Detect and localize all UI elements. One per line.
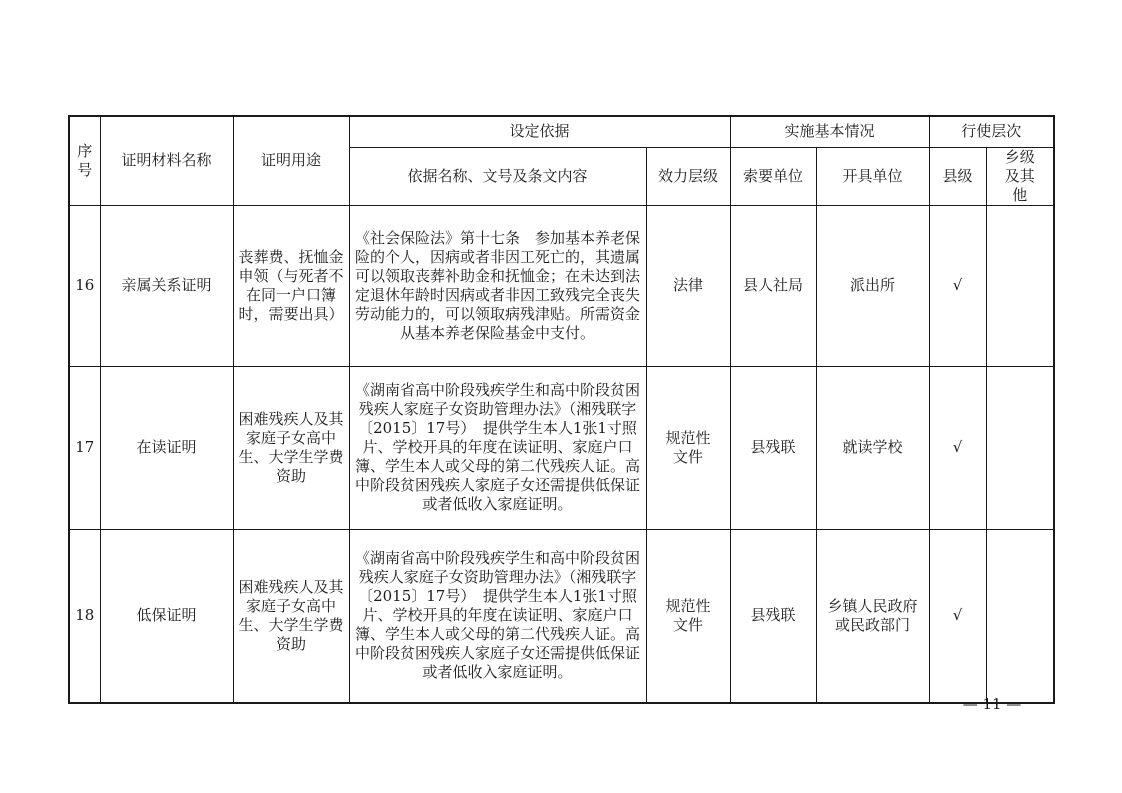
certification-table bbox=[68, 115, 1055, 704]
row-requesting-unit: 县残联 bbox=[730, 366, 816, 529]
header-basis-name: 依据名称、文号及条文内容 bbox=[349, 147, 646, 205]
header-effect-level: 效力层级 bbox=[646, 147, 730, 205]
row-issuing-unit: 就读学校 bbox=[816, 366, 929, 529]
page-number: — 11 — bbox=[962, 695, 1022, 713]
header-material-name: 证明材料名称 bbox=[100, 116, 233, 205]
row-requesting-unit: 县人社局 bbox=[730, 205, 816, 366]
row-effect-level: 规范性文件 bbox=[646, 366, 730, 529]
row-purpose: 丧葬费、抚恤金申领（与死者不在同一户口簿时，需要出具） bbox=[233, 205, 349, 366]
row-basis: 《湖南省高中阶段残疾学生和高中阶段贫困残疾人家庭子女资助管理办法》（湘残联字〔2015〕17号） 提供学生本人1张1寸照片、学校开具的年度在读证明、家庭户口簿、学生本人或父母的第二代残疾人证。高中阶段贫困残疾人家庭子女还需提供低保证或者低收入家庭证明。 bbox=[349, 366, 646, 529]
row-material-name: 在读证明 bbox=[100, 366, 233, 529]
header-impl-group: 实施基本情况 bbox=[730, 116, 929, 147]
table-row bbox=[69, 529, 1054, 703]
row-township-check bbox=[986, 205, 1054, 366]
row-issuing-unit: 乡镇人民政府或民政部门 bbox=[816, 529, 929, 703]
row-basis: 《社会保险法》第十七条 参加基本养老保险的个人，因病或者非因工死亡的，其遗属可以领取丧葬补助金和抚恤金；在未达到法定退休年龄时因病或者非因工致残完全丧失劳动能力的，可以领取病残津贴。所需资金从基本养老保险基金中支付。 bbox=[349, 205, 646, 366]
row-seq: 18 bbox=[69, 529, 100, 703]
header-exercise-group: 行使层次 bbox=[929, 116, 1054, 147]
header-township-other: 乡级及其他 bbox=[986, 147, 1054, 205]
header-requesting-unit: 索要单位 bbox=[730, 147, 816, 205]
row-effect-level: 法律 bbox=[646, 205, 730, 366]
table-row bbox=[69, 205, 1054, 366]
row-seq: 17 bbox=[69, 366, 100, 529]
row-township-check bbox=[986, 366, 1054, 529]
header-county-level: 县级 bbox=[929, 147, 986, 205]
header-seq: 序号 bbox=[69, 116, 100, 205]
row-effect-level: 规范性文件 bbox=[646, 529, 730, 703]
header-basis-group: 设定依据 bbox=[349, 116, 730, 147]
row-seq: 16 bbox=[69, 205, 100, 366]
row-material-name: 低保证明 bbox=[100, 529, 233, 703]
row-township-check bbox=[986, 529, 1054, 703]
row-purpose: 困难残疾人及其家庭子女高中生、大学生学费资助 bbox=[233, 529, 349, 703]
header-purpose: 证明用途 bbox=[233, 116, 349, 205]
row-county-check: √ bbox=[929, 205, 986, 366]
row-material-name: 亲属关系证明 bbox=[100, 205, 233, 366]
row-county-check: √ bbox=[929, 366, 986, 529]
header-row-1 bbox=[69, 116, 1054, 147]
row-issuing-unit: 派出所 bbox=[816, 205, 929, 366]
row-county-check: √ bbox=[929, 529, 986, 703]
header-issuing-unit: 开具单位 bbox=[816, 147, 929, 205]
table-row bbox=[69, 366, 1054, 529]
row-basis: 《湖南省高中阶段残疾学生和高中阶段贫困残疾人家庭子女资助管理办法》（湘残联字〔2015〕17号） 提供学生本人1张1寸照片、学校开具的年度在读证明、家庭户口簿、学生本人或父母的第二代残疾人证。高中阶段贫困残疾人家庭子女还需提供低保证或者低收入家庭证明。 bbox=[349, 529, 646, 703]
row-requesting-unit: 县残联 bbox=[730, 529, 816, 703]
row-purpose: 困难残疾人及其家庭子女高中生、大学生学费资助 bbox=[233, 366, 349, 529]
